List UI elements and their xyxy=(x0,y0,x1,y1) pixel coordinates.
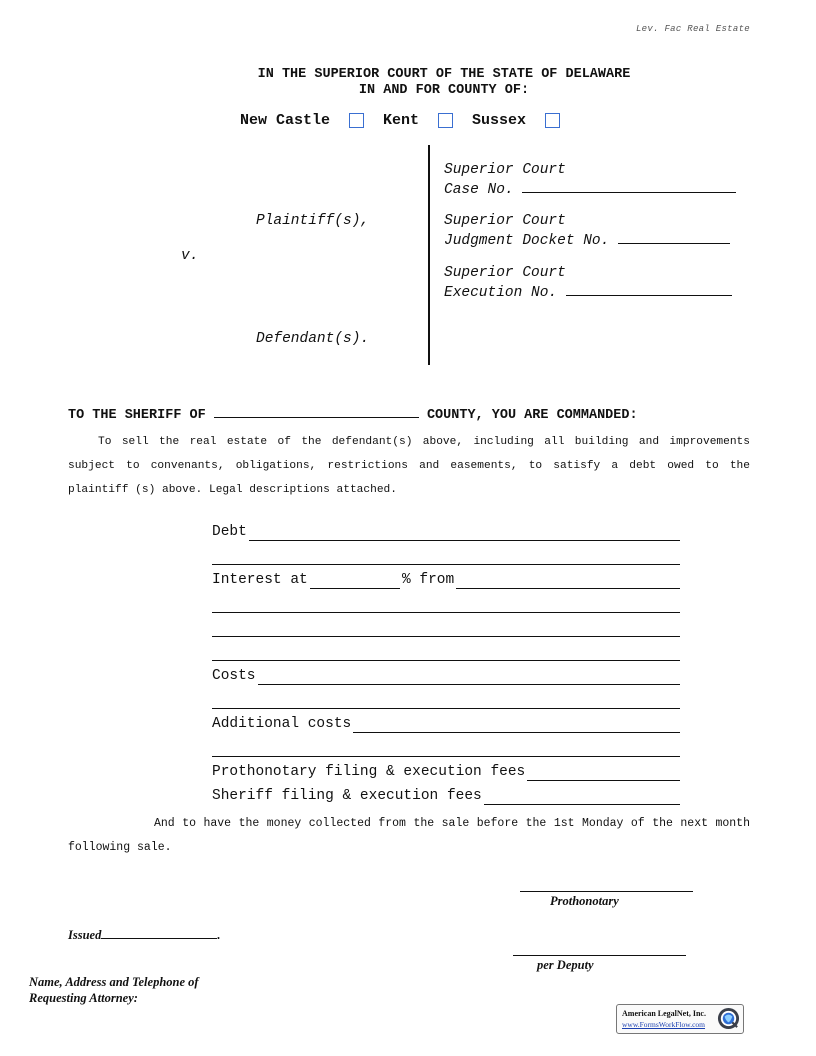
writ-body xyxy=(68,430,750,502)
percent-from-label: % from xyxy=(402,572,455,588)
case-number-line1: Superior Court xyxy=(444,162,566,178)
county-label-sussex: Sussex xyxy=(472,112,527,129)
globe-logo-icon xyxy=(717,1007,740,1030)
sheriff-command-prefix: TO THE SHERIFF OF xyxy=(68,408,206,423)
judgment-docket-label: Judgment Docket No. xyxy=(444,233,610,249)
footer-company: American LegalNet, Inc. xyxy=(622,1009,706,1018)
checkbox-sussex[interactable] xyxy=(545,113,560,128)
additional-costs-row[interactable] xyxy=(212,712,680,733)
sheriff-command xyxy=(68,404,638,423)
attorney-block xyxy=(29,974,199,1006)
form-id: Lev. Fac Real Estate xyxy=(635,24,750,34)
costs-label: Costs xyxy=(212,668,256,684)
county-selector xyxy=(240,112,579,129)
county-label-new-castle: New Castle xyxy=(240,112,331,129)
attorney-line2: Requesting Attorney: xyxy=(29,991,138,1005)
judgment-docket-field[interactable] xyxy=(618,230,730,244)
caption-divider xyxy=(428,145,430,365)
prothonotary-fees-row[interactable] xyxy=(212,760,680,781)
per-deputy-label: per Deputy xyxy=(537,958,594,972)
collection-instruction-text: And to have the money collected from the sale before the 1st Monday of the next month following sale. xyxy=(68,817,750,854)
sheriff-command-suffix: COUNTY, YOU ARE COMMANDED xyxy=(426,408,630,423)
sheriff-command-colon: : xyxy=(629,408,638,423)
case-number-label: Case No. xyxy=(444,182,514,198)
additional-costs-extra-line[interactable] xyxy=(212,736,680,757)
debt-extra-line[interactable] xyxy=(212,544,680,565)
court-title-line1: IN THE SUPERIOR COURT OF THE STATE OF DELAWARE xyxy=(257,67,631,82)
issued-date-field[interactable] xyxy=(101,926,217,939)
prothonotary-fees-label: Prothonotary filing & execution fees xyxy=(212,764,526,780)
judgment-docket-block xyxy=(444,213,730,250)
issued-label: Issued xyxy=(68,928,102,942)
interest-row[interactable] xyxy=(212,568,680,589)
debt-label: Debt xyxy=(212,524,247,540)
judgment-docket-line1: Superior Court xyxy=(444,213,566,229)
deputy-signature-line[interactable] xyxy=(513,955,686,956)
writ-body-text: To sell the real estate of the defendant(s) above, including all building and improvements subject to convenants, obligations, restrictions and easements, to satisfy a debt owed to the plaintiff (s) above. Legal descriptions attached. xyxy=(68,436,750,496)
debt-row[interactable] xyxy=(212,520,680,541)
footer-url[interactable]: www.FormsWorkFlow.com xyxy=(622,1020,706,1029)
case-number-block xyxy=(444,162,736,199)
checkbox-kent[interactable] xyxy=(438,113,453,128)
amounts-ledger xyxy=(212,520,680,810)
court-title-line2: IN AND FOR COUNTY OF: xyxy=(358,83,530,98)
interest-extra-line-3[interactable] xyxy=(212,640,680,661)
issued-block xyxy=(68,926,220,943)
attorney-line1: Name, Address and Telephone of xyxy=(29,975,199,989)
case-number-field[interactable] xyxy=(522,179,736,193)
plaintiff-label: Plaintiff(s), xyxy=(256,213,370,229)
issued-period: . xyxy=(217,928,221,942)
additional-costs-label: Additional costs xyxy=(212,716,352,732)
collection-instruction xyxy=(68,812,750,860)
sheriff-fees-label: Sheriff filing & execution fees xyxy=(212,788,482,804)
execution-number-label: Execution No. xyxy=(444,285,558,301)
costs-extra-line[interactable] xyxy=(212,688,680,709)
execution-number-block xyxy=(444,265,732,302)
versus-label: v. xyxy=(181,248,199,264)
sheriff-fees-row[interactable] xyxy=(212,784,680,805)
footer-logo[interactable] xyxy=(616,1004,744,1034)
county-label-kent: Kent xyxy=(383,112,420,129)
checkbox-new-castle[interactable] xyxy=(349,113,364,128)
sheriff-county-field[interactable] xyxy=(214,404,419,418)
prothonotary-signature-line[interactable] xyxy=(520,891,693,892)
execution-number-line1: Superior Court xyxy=(444,265,566,281)
interest-extra-line-2[interactable] xyxy=(212,616,680,637)
costs-row[interactable] xyxy=(212,664,680,685)
defendant-label: Defendant(s). xyxy=(256,331,370,347)
interest-at-label: Interest at xyxy=(212,572,308,588)
execution-number-field[interactable] xyxy=(566,282,732,296)
prothonotary-label: Prothonotary xyxy=(550,894,619,908)
interest-extra-line-1[interactable] xyxy=(212,592,680,613)
